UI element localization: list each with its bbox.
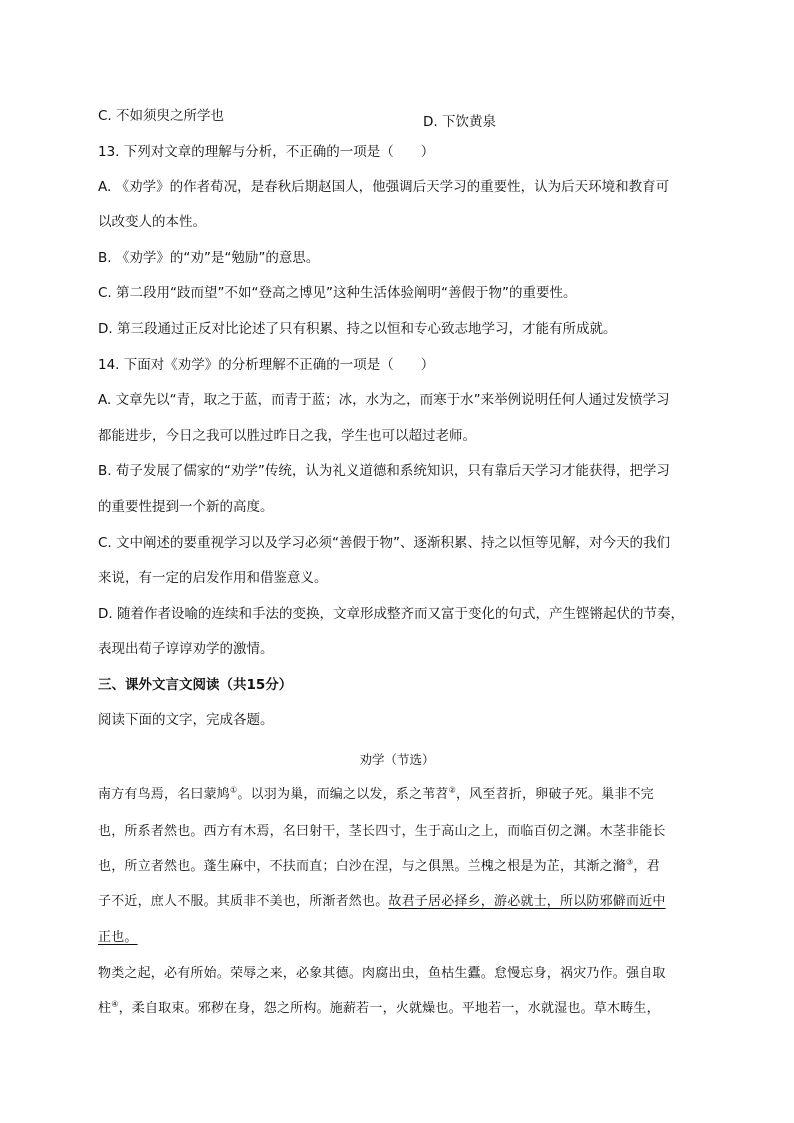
footnote-marker: ③ bbox=[626, 857, 634, 867]
q14-option-d-line1: D. 随着作者设喻的连续和手法的变换，文章形成整齐而又富于变化的句式，产生铿锵起伏的节奏， bbox=[98, 606, 684, 622]
passage-text: ，柔自取束。邪秽在身，怨之所构。施薪若一，火就燥也。平地若一，水就湿也。草木畴生， bbox=[118, 1001, 660, 1016]
passage-line-3 bbox=[98, 855, 660, 874]
passage-line-4 bbox=[98, 890, 666, 909]
footnote-marker: ② bbox=[448, 785, 456, 795]
q13-option-c: C. 第二段用“跂而望”不如“登高之博见”这种生活体验阐明“善假于物”的重要性。 bbox=[98, 285, 577, 301]
q14-option-d-line2: 表现出荀子谆谆劝学的激情。 bbox=[98, 641, 274, 657]
q14-option-c-line2: 来说，有一定的启发作用和借鉴意义。 bbox=[98, 570, 328, 586]
q14-option-a-line1: A. 文章先以“青，取之于蓝，而青于蓝；冰，水为之，而寒于水”来举例说明任何人通过发愤学习 bbox=[98, 392, 670, 408]
footnote-marker: ① bbox=[230, 785, 238, 795]
passage-text: 子不近，庶人不服。其质非不美也，所渐者然也。 bbox=[98, 894, 389, 909]
footnote-marker: ④ bbox=[111, 999, 119, 1009]
q13-stem: 13. 下列对文章的理解与分析，不正确的一项是（ ） bbox=[98, 144, 435, 160]
passage-text: ，君 bbox=[633, 859, 660, 874]
passage-text: 柱 bbox=[98, 1001, 112, 1016]
q12-option-c: C. 不如须臾之所学也 bbox=[98, 108, 225, 124]
q14-option-c-line1: C. 文中阐述的要重视学习以及学习必须“善假于物”、逐渐积累、持之以恒等见解，对今天的我们 bbox=[98, 535, 670, 551]
underlined-sentence: 故君子居必择乡，游必就士，所以防邪僻而近中 bbox=[388, 894, 666, 909]
q12-option-d: D. 下饮黄泉 bbox=[423, 114, 496, 130]
passage-line-1 bbox=[98, 783, 654, 802]
q13-option-b: B. 《劝学》的“劝”是“勉励”的意思。 bbox=[98, 250, 320, 266]
q13-option-a-line2: 以改变人的本性。 bbox=[98, 214, 206, 230]
passage-text: 南方有鸟焉，名曰蒙鸠 bbox=[98, 787, 231, 802]
passage-line-2: 也，所系者然也。西方有木焉，名曰射干，茎长四寸，生于高山之上，而临百仞之渊。木茎非能长 bbox=[98, 824, 666, 839]
passage-text: ，风至苕折，卵破子死。巢非不完 bbox=[455, 787, 654, 802]
q14-option-b-line1: B. 荀子发展了儒家的“劝学”传统，认为礼义道德和系统知识，只有靠后天学习才能获得，把学习 bbox=[98, 463, 670, 479]
passage-line-7 bbox=[98, 997, 660, 1016]
passage-line-6: 物类之起，必有所始。荣辱之来，必象其德。肉腐出虫，鱼枯生蠹。怠慢忘身，祸灾乃作。强自取 bbox=[98, 966, 666, 981]
q13-option-d: D. 第三段通过正反对比论述了只有积累、持之以恒和专心致志地学习，才能有所成就。 bbox=[98, 321, 617, 337]
q14-stem: 14. 下面对《劝学》的分析理解不正确的一项是（ ） bbox=[98, 357, 435, 373]
passage-line-5 bbox=[98, 926, 138, 945]
q14-option-a-line2: 都能进步，今日之我可以胜过昨日之我，学生也可以超过老师。 bbox=[98, 428, 476, 444]
underlined-sentence-end: 正也。 bbox=[98, 930, 138, 945]
passage-title: 劝学（节选） bbox=[359, 752, 435, 767]
passage-text: 。以羽为巢，而编之以发，系之苇苕 bbox=[237, 787, 449, 802]
section-heading: 三、课外文言文阅读（共15分） bbox=[98, 677, 293, 693]
passage-text: 也，所立者然也。蓬生麻中，不扶而直；白沙在涅，与之俱黑。兰槐之根是为芷，其渐之滫 bbox=[98, 859, 627, 874]
section-instruction: 阅读下面的文字，完成各题。 bbox=[98, 712, 274, 728]
q14-option-b-line2: 的重要性提到一个新的高度。 bbox=[98, 499, 274, 515]
q13-option-a-line1: A. 《劝学》的作者荀况，是春秋后期赵国人，他强调后天学习的重要性，认为后天环境和教育可 bbox=[98, 179, 670, 195]
